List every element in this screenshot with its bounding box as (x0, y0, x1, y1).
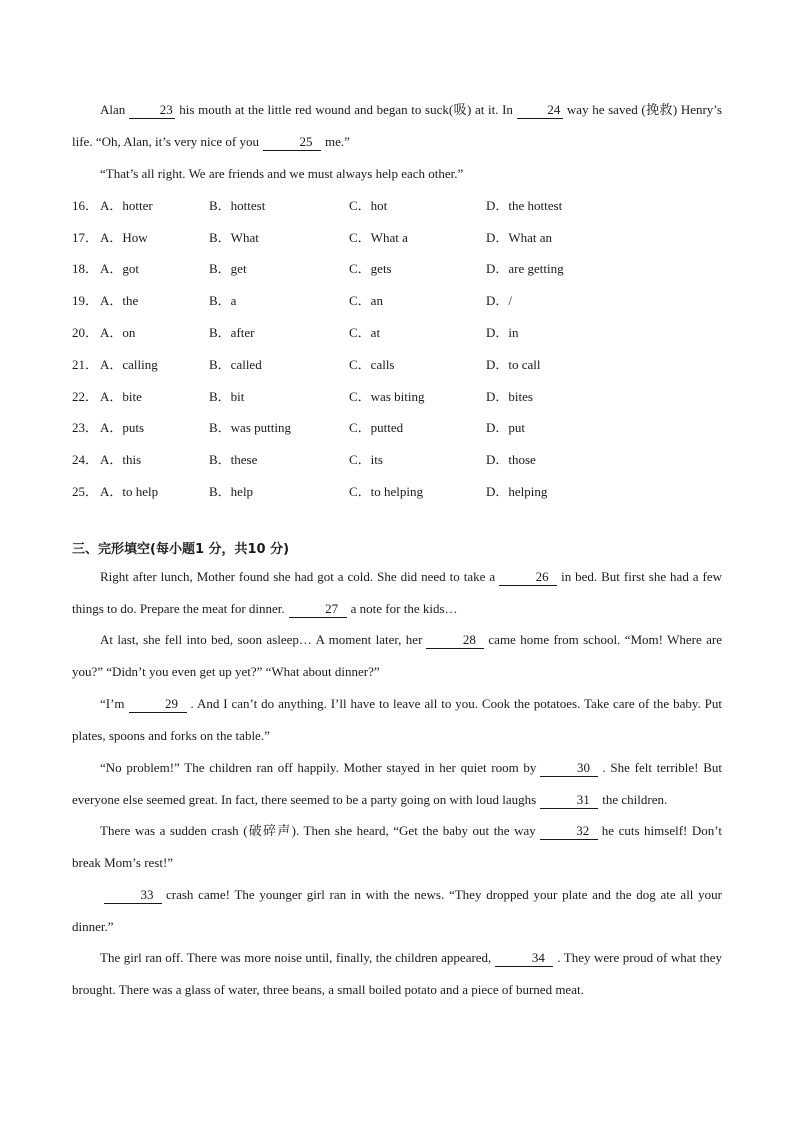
blank-33: 33 (104, 887, 162, 904)
text-run: crash came! The younger girl ran in with the news. “They dropped your plate and the dog ate all your dinner.” (72, 887, 722, 934)
cloze-paragraph-5 (72, 815, 722, 879)
option-a: A．hotter (100, 198, 153, 213)
question-number: 25． (72, 484, 99, 499)
text-run: There was a sudden crash (破碎声). Then she heard, “Get the baby out the way (100, 823, 536, 838)
option-d: D．to call (486, 357, 541, 372)
option-a: A．to help (100, 484, 159, 499)
blank-29: 29 (129, 696, 187, 713)
question-17 (72, 228, 722, 248)
option-c: C．gets (349, 261, 392, 276)
text-run: me.” (325, 134, 350, 149)
text-run: the children. (602, 792, 668, 807)
question-20 (72, 323, 722, 343)
text-run: way he saved (挽救) Henry’s life. “Oh, Alan, it’s very nice of you (72, 102, 722, 149)
question-23 (72, 418, 722, 438)
question-22 (72, 387, 722, 407)
blank-26: 26 (499, 569, 557, 586)
section-title: 三、完形填空(每小题1 分，共10 分) (72, 542, 290, 557)
option-a: A．the (100, 293, 139, 308)
question-18 (72, 259, 722, 279)
option-b: B．help (209, 484, 254, 499)
text-run: “I’m (100, 696, 125, 711)
text-run: . They were proud of what they brought. There was a glass of water, three beans, a small boiled potato and a piece of burned meat. (72, 950, 722, 997)
cloze-paragraph-6 (72, 879, 722, 943)
option-c: C．putted (349, 420, 404, 435)
question-number: 19． (72, 293, 99, 308)
question-24 (72, 450, 722, 470)
blank-31: 31 (540, 792, 598, 809)
option-d: D．are getting (486, 261, 564, 276)
option-c: C．to helping (349, 484, 424, 499)
blank-34: 34 (495, 950, 553, 967)
text-run: . And I can’t do anything. I’ll have to leave all to you. Cook the potatoes. Take care of the baby. Put plates, spoons and forks on the table.” (72, 696, 722, 743)
text-run: . She felt terrible! But everyone else seemed great. In fact, there seemed to be a party going on with loud laughs (72, 760, 722, 807)
option-c: C．its (349, 452, 383, 467)
cloze-paragraph-2 (72, 624, 722, 688)
option-b: B．a (209, 293, 237, 308)
question-number: 16． (72, 198, 99, 213)
blank-32: 32 (540, 823, 598, 840)
passage-paragraph-friends: “That’s all right. We are friends and we must always help each other.” (100, 166, 464, 181)
option-b: B．get (209, 261, 247, 276)
blank-24: 24 (517, 102, 563, 119)
question-25 (72, 482, 722, 502)
option-d: D．helping (486, 484, 548, 499)
option-a: A．puts (100, 420, 145, 435)
option-b: B．hottest (209, 198, 266, 213)
option-c: C．What a (349, 230, 408, 245)
text-run: he cuts himself! Don’t break Mom’s rest!” (72, 823, 722, 870)
option-b: B．these (209, 452, 258, 467)
text-run: “No problem!” The children ran off happily. Mother stayed in her quiet room by (100, 760, 537, 775)
text-run: his mouth at the little red wound and began to suck(吸) at it. In (179, 102, 513, 117)
option-a: A．How (100, 230, 148, 245)
question-number: 18． (72, 261, 99, 276)
question-19 (72, 291, 722, 311)
option-a: A．calling (100, 357, 158, 372)
option-b: B．What (209, 230, 259, 245)
option-c: C．at (349, 325, 381, 340)
option-a: A．this (100, 452, 142, 467)
cloze-paragraph-7 (72, 942, 722, 1006)
blank-25: 25 (263, 134, 321, 151)
option-b: B．called (209, 357, 262, 372)
option-b: B．after (209, 325, 255, 340)
question-number: 22． (72, 389, 99, 404)
text-run: The girl ran off. There was more noise until, finally, the children appeared, (100, 950, 492, 965)
blank-23: 23 (129, 102, 175, 119)
cloze-paragraph-1 (72, 561, 722, 625)
option-b: B．bit (209, 389, 245, 404)
option-d: D．those (486, 452, 536, 467)
question-21 (72, 355, 722, 375)
option-d: D．the hottest (486, 198, 563, 213)
question-number: 23． (72, 420, 99, 435)
option-a: A．on (100, 325, 136, 340)
option-c: C．calls (349, 357, 395, 372)
text-run: At last, she fell into bed, soon asleep… A moment later, her (100, 632, 423, 647)
question-number: 20． (72, 325, 99, 340)
question-16 (72, 196, 722, 216)
passage-paragraph-alan (72, 94, 722, 158)
option-d: D．in (486, 325, 519, 340)
option-c: C．hot (349, 198, 388, 213)
text-run: Right after lunch, Mother found she had got a cold. She did need to take a (100, 569, 496, 584)
text-run: in bed. But first she had a few things to do. Prepare the meat for dinner. (72, 569, 723, 616)
option-a: A．bite (100, 389, 142, 404)
cloze-paragraph-3 (72, 688, 722, 752)
question-number: 24． (72, 452, 99, 467)
blank-27: 27 (289, 601, 347, 618)
option-c: C．an (349, 293, 383, 308)
text-run: Alan (100, 102, 126, 117)
option-d: D．bites (486, 389, 533, 404)
text-run: came home from school. “Mom! Where are you?” “Didn’t you even get up yet?” “What about dinner?” (72, 632, 722, 679)
cloze-paragraph-4 (72, 752, 722, 816)
option-d: D．/ (486, 293, 513, 308)
question-number: 21． (72, 357, 99, 372)
option-b: B．was putting (209, 420, 291, 435)
option-d: D．What an (486, 230, 553, 245)
blank-28: 28 (426, 632, 484, 649)
option-d: D．put (486, 420, 526, 435)
option-a: A．got (100, 261, 140, 276)
option-c: C．was biting (349, 389, 425, 404)
question-number: 17． (72, 230, 99, 245)
text-run: a note for the kids… (350, 601, 458, 616)
blank-30: 30 (540, 760, 598, 777)
